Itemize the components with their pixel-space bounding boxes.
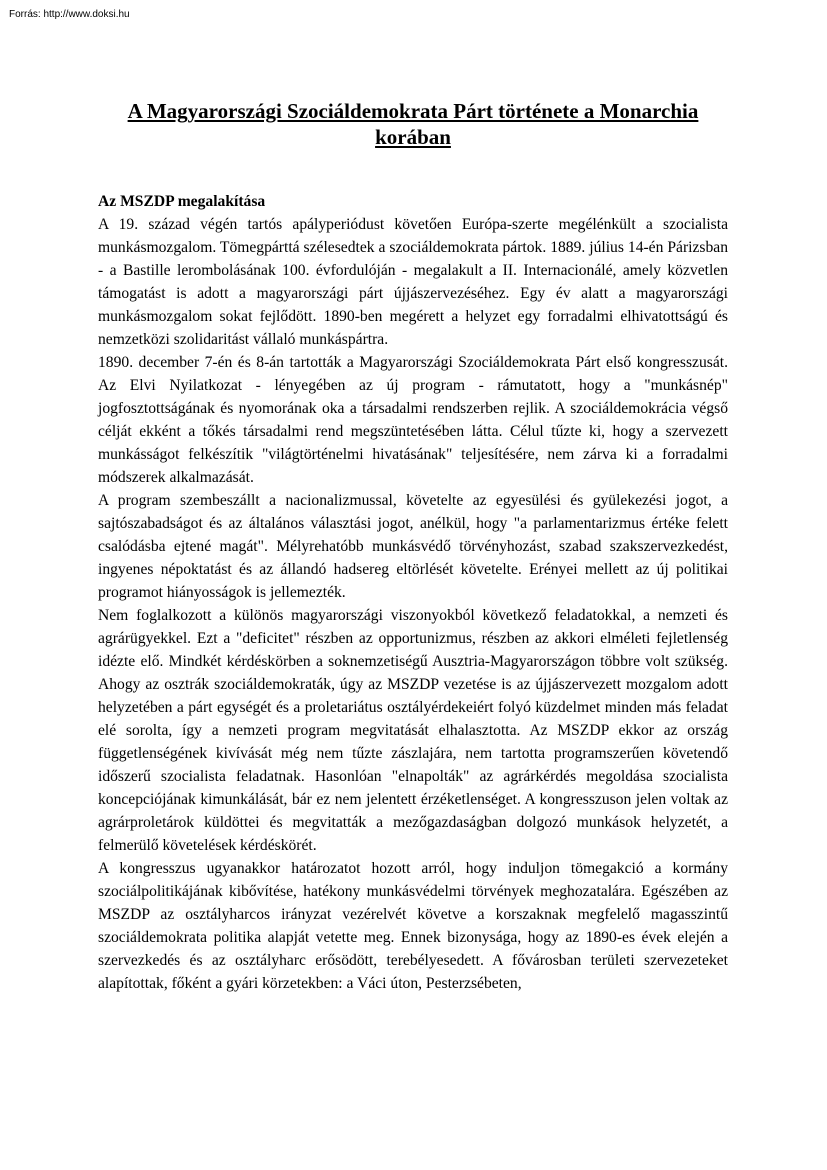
- paragraph-2: 1890. december 7-én és 8-án tartották a Magyarországi Szociáldemokrata Párt első kongresszusát. Az Elvi Nyilatkozat - lényegében az új program - rámutatott, hogy a "munkásnép" jogfosztottságának és nyomorának oka a társadalmi rendszerben rejlik. A szociáldemokrácia végső célját ekként a tőkés társadalmi rend megszüntetésében látta. Célul tűzte ki, hogy a szervezett munkásságot felkészítik "világtörténelmi hivatásának" teljesítésére, nem zárva ki a forradalmi módszerek alkalmazását.: [98, 354, 728, 486]
- paragraph-5: A kongresszus ugyanakkor határozatot hozott arról, hogy induljon tömegakció a kormány szociálpolitikájának kibővítése, hatékony munkásvédelmi törvények meghozatalára. Egészében az MSZDP az osztályharcos irányzat vezérelvét követve a korszaknak megfelelő magasszintű szociáldemokrata politika alapját vetette meg. Ennek bizonysága, hogy az 1890-es évek elején a szervezkedés és az osztályharc erősödött, terebélyesedett. A fővárosban területi szervezeteket alapítottak, főként a gyári körzetekben: a Váci úton, Pesterzsébeten,: [98, 860, 728, 992]
- document-title: [98, 98, 728, 150]
- document-title-line-2: korában: [375, 125, 451, 149]
- source-label: Forrás: http://www.doksi.hu: [9, 9, 130, 20]
- paragraph-3: A program szembeszállt a nacionalizmussal, követelte az egyesülési és gyülekezési jogot, a sajtószabadságot és az általános választási jogot, anélkül, hogy "a parlamentarizmus értéke felett csalódásba ejtené magát". Mélyrehatóbb munkásvédő törvényhozást, szabad szakszervezkedést, ingyenes népoktatást és az állandó hadsereg eltörlését követelte. Erényei mellett az új politikai programot hiányosságok is jellemezték.: [98, 492, 728, 601]
- section-heading: Az MSZDP megalakítása: [98, 193, 266, 210]
- document-title-line-1: A Magyarországi Szociáldemokrata Párt története a Monarchia: [127, 99, 699, 123]
- document-body: [98, 190, 728, 995]
- paragraph-4: Nem foglalkozott a különös magyarországi viszonyokból következő feladatokkal, a nemzeti és agrárügyekkel. Ezt a "deficitet" részben az opportunizmus, részben az akkori elméleti fejletlenség idézte elő. Mindkét kérdéskörben a soknemzetiségű Ausztria-Magyarországon többre volt szükség. Ahogy az osztrák szociáldemokraták, úgy az MSZDP vezetése is az újjászervezett mozgalom adott helyzetében a párt egységét és a proletariátus osztályérdekeiért folyó küzdelmet minden más feladat elé sorolta, így a nemzeti program megvitatását elhalasztotta. Az MSZDP ekkor az ország függetlenségének kivívását még nem tűzte zászlajára, nem tartotta programszerűen követendő időszerű szocialista feladatnak. Hasonlóan "elnapolták" az agrárkérdés megoldása szocialista koncepciójának kimunkálását, bár ez nem jelentett érzéketlenséget. A kongresszuson jelen voltak az agrárproletárok küldöttei és megvitatták a mezőgazdaságban dolgozó munkások helyzetét, a felmerülő követelések kérdéskörét.: [98, 607, 728, 854]
- paragraph-1: A 19. század végén tartós apályperiódust követően Európa-szerte megélénkült a szocialista munkásmozgalom. Tömegpárttá szélesedtek a szociáldemokrata pártok. 1889. július 14-én Párizsban - a Bastille lerombolásának 100. évfordulóján - megalakult a II. Internacionálé, amely közvetlen támogatást is adott a magyarországi párt újjászervezéséhez. Egy év alatt a magyarországi munkásmozgalom sokat fejlődött. 1890-ben megérett a helyzet egy forradalmi elhivatottságú és nemzetközi szolidaritást vállaló munkáspártra.: [98, 216, 728, 348]
